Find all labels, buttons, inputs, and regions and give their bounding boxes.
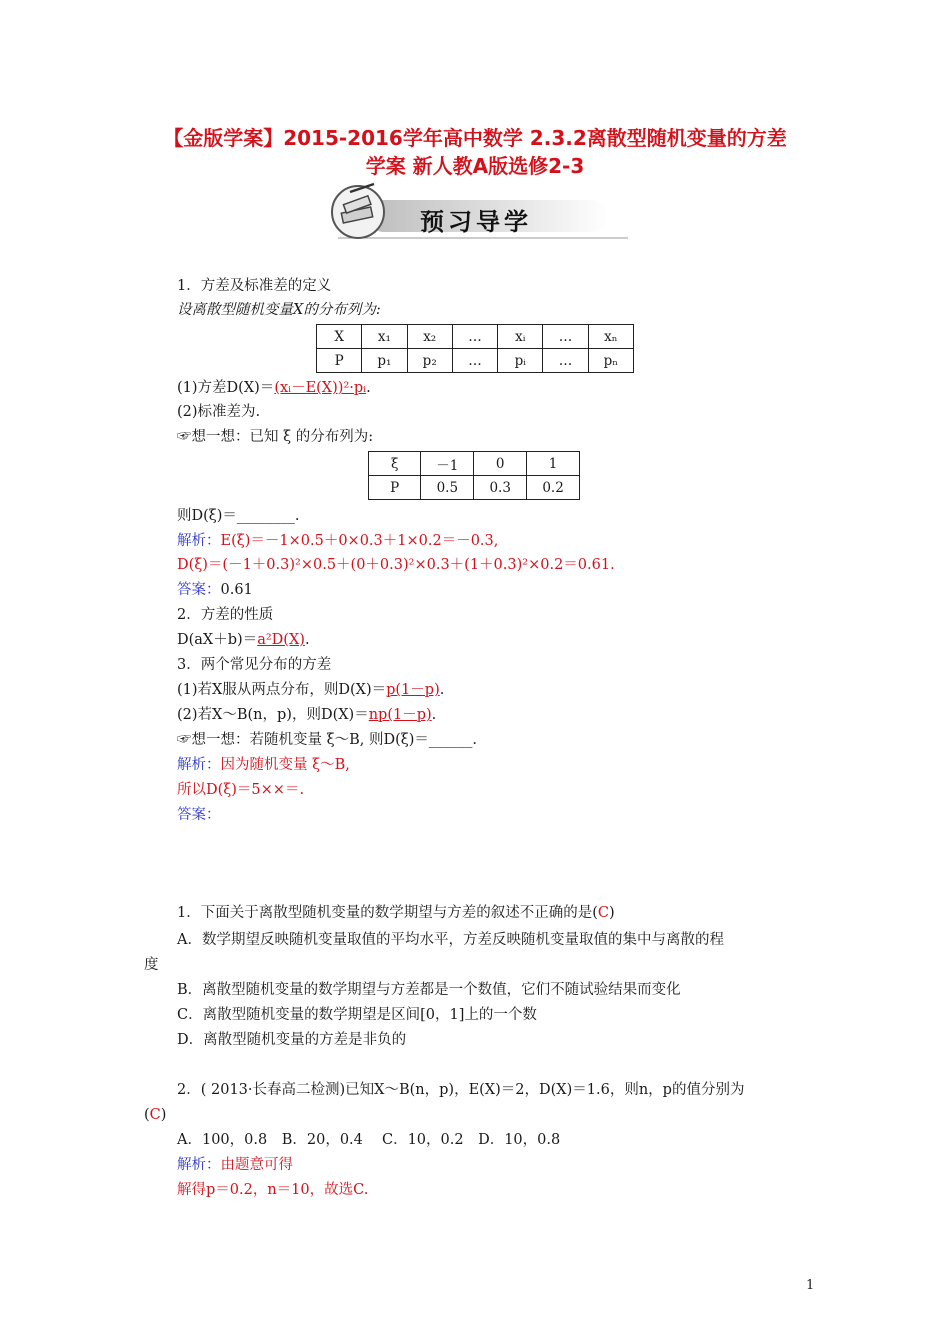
table-row [317, 325, 634, 349]
title-line-1: 【金版学案】2015-2016学年高中数学 2.3.2离散型随机变量的方差 [163, 126, 787, 150]
table-cell: x₁ [362, 325, 407, 349]
variance-def-prefix: (1)方差D(X)＝ [177, 380, 275, 396]
table-cell: pᵢ [498, 349, 543, 373]
stddev-definition: (2)标准差为. [177, 404, 261, 420]
table-cell: 0.2 [527, 476, 580, 500]
table-cell: 0.5 [421, 476, 474, 500]
banner-text: 预习导学 [420, 207, 532, 236]
page-number: 1 [806, 1278, 815, 1293]
solution-label: 解析： [177, 1157, 221, 1173]
table-cell: … [452, 349, 497, 373]
distribution-table [316, 324, 634, 373]
table-row [369, 476, 580, 500]
think-question-2: ☞想一想：若随机变量 ξ～B, 则D(ξ)＝______. [177, 732, 478, 748]
q1-option-a-cont: 度 [144, 957, 159, 973]
section3-heading: 3．两个常见分布的方差 [177, 657, 332, 673]
table-cell: p₁ [362, 349, 407, 373]
table-cell: P [317, 349, 362, 373]
table-cell: 0 [474, 452, 527, 476]
property-prefix: D(aX＋b)＝ [177, 632, 258, 648]
solution-1-line-1 [177, 531, 498, 551]
table-cell: … [543, 325, 588, 349]
document-title [120, 124, 830, 180]
table-cell: xᵢ [498, 325, 543, 349]
table-cell: pₙ [588, 349, 633, 373]
answer-2-label: 答案： [177, 807, 221, 823]
question-2-stem: 2．( 2013·长春高二检测)已知X～B(n，p)，E(X)＝2，D(X)＝1.6，则n，p的值分别为 [177, 1082, 745, 1098]
section1-intro: 设离散型随机变量X的分布列为: [177, 302, 381, 318]
q2-answer: C [149, 1107, 161, 1123]
question-2-stem-cont [144, 1105, 166, 1125]
item2-suffix: . [431, 707, 437, 723]
think-question-1: ☞想一想：已知 ξ 的分布列为: [177, 429, 374, 445]
q1-stem-close: ) [609, 905, 615, 921]
table-cell: p₂ [407, 349, 452, 373]
q1-stem-text: 1．下面关于离散型随机变量的数学期望与方差的叙述不正确的是( [177, 905, 598, 921]
table-cell: P [369, 476, 421, 500]
item2-prefix: (2)若X～B(n，p)，则D(X)＝ [177, 707, 369, 723]
q2-options: A．100，0.8 B．20，0.4 C．10，0.2 D．10，0.8 [177, 1132, 561, 1148]
variance-definition [177, 378, 371, 398]
item1-answer: p(1－p) [386, 682, 440, 698]
variance-def-answer: (xᵢ－E(X))²·pᵢ [274, 380, 367, 396]
q1-option-c: C．离散型随机变量的数学期望是区间[0，1]上的一个数 [177, 1007, 537, 1023]
binomial-variance [177, 705, 436, 725]
think-ask-1: 则D(ξ)＝________. [177, 508, 300, 524]
q1-option-b: B．离散型随机变量的数学期望与方差都是一个数值，它们不随试验结果而变化 [177, 982, 681, 998]
q1-option-d: D．离散型随机变量的方差是非负的 [177, 1032, 407, 1048]
table-cell: 1 [527, 452, 580, 476]
answer-value: 0.61 [220, 582, 253, 598]
two-point-variance [177, 680, 444, 700]
solution-text: E(ξ)＝－1×0.5＋0×0.3＋1×0.2＝－0.3, [220, 533, 499, 549]
solution-1-line-2: D(ξ)＝(－1＋0.3)²×0.5＋(0＋0.3)²×0.3＋(1＋0.3)²×0.2＝0.61. [177, 557, 615, 573]
section2-heading: 2．方差的性质 [177, 607, 274, 623]
solution-label: 解析： [177, 533, 221, 549]
property-answer: a²D(X) [257, 632, 305, 648]
property-suffix: . [304, 632, 310, 648]
item2-answer: np(1－p) [368, 707, 432, 723]
solution-text: 由题意可得 [220, 1157, 293, 1173]
solution-text: 因为随机变量 ξ～B, [220, 757, 350, 773]
title-line-2: 学案 新人教A版选修2-3 [365, 154, 585, 178]
q2-open-paren: ( [144, 1107, 150, 1123]
q2-close-paren: ) [160, 1107, 167, 1123]
item1-suffix: . [439, 682, 445, 698]
q2-solution-line-1 [177, 1155, 293, 1175]
table-cell: … [452, 325, 497, 349]
q1-option-a: A．数学期望反映随机变量取值的平均水平，方差反映随机变量取值的集中与离散的程 [177, 932, 724, 948]
xi-distribution-table [368, 451, 580, 500]
table-cell: －1 [421, 452, 474, 476]
solution-label: 解析： [177, 757, 221, 773]
answer-1 [177, 580, 253, 600]
section1-heading: 1．方差及标准差的定义 [177, 278, 332, 294]
table-cell: … [543, 349, 588, 373]
item1-prefix: (1)若X服从两点分布，则D(X)＝ [177, 682, 387, 698]
solution-2-line-2: 所以D(ξ)＝5××＝. [177, 782, 305, 798]
variance-def-suffix: . [366, 380, 371, 396]
books-pen-icon [332, 184, 384, 238]
table-cell: x₂ [407, 325, 452, 349]
solution-2-line-1 [177, 755, 350, 775]
table-row [317, 349, 634, 373]
q1-answer: C [597, 905, 609, 921]
table-cell: X [317, 325, 362, 349]
question-1-stem [177, 903, 615, 923]
table-cell: 0.3 [474, 476, 527, 500]
preview-guide-banner [328, 180, 628, 244]
table-cell: xₙ [588, 325, 633, 349]
table-cell: ξ [369, 452, 421, 476]
variance-property [177, 630, 310, 650]
answer-label: 答案： [177, 582, 221, 598]
table-row [369, 452, 580, 476]
q2-solution-line-2: 解得p＝0.2，n＝10，故选C. [177, 1182, 369, 1198]
